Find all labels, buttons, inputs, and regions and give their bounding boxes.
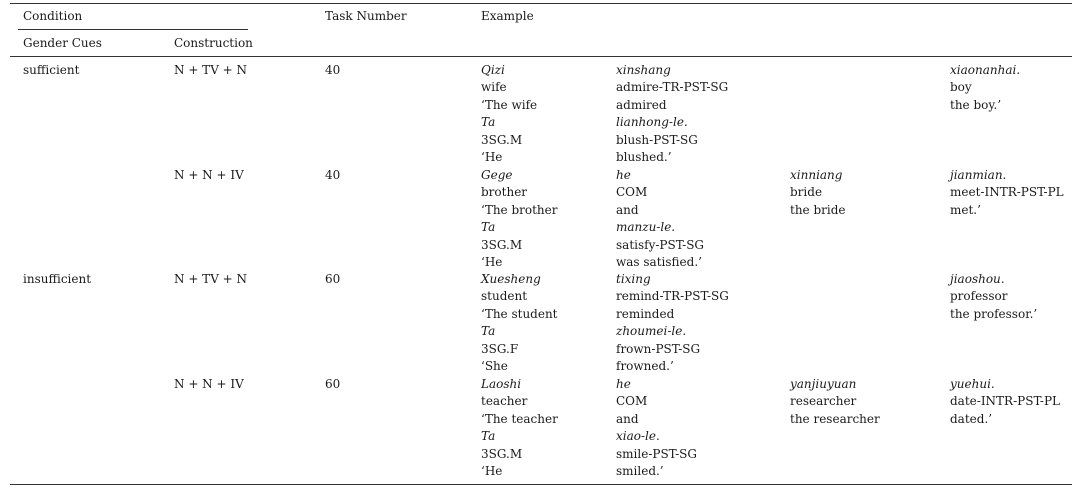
example-gloss-line: smile-PST-SG: [616, 446, 697, 461]
header-gender-cues: Gender Cues: [23, 36, 102, 50]
example-gloss-line: xinniang: [790, 168, 843, 182]
example-gloss-line: the boy.’: [950, 97, 1002, 112]
example-gloss-line: Laoshi: [481, 377, 522, 391]
example-gloss-line: researcher: [790, 394, 857, 409]
cell-task-number: 40: [325, 168, 341, 182]
bottom-rule: [10, 484, 1072, 485]
example-gloss-line: and: [616, 411, 639, 426]
example-gloss-line: boy: [950, 80, 972, 95]
example-gloss-line: was satisfied.’: [616, 255, 702, 269]
example-gloss-line: manzu-le.: [616, 220, 676, 235]
header-construction: Construction: [174, 36, 253, 50]
example-gloss-line: 3SG.F: [481, 341, 519, 356]
example-gloss-line: remind-TR-PST-SG: [616, 289, 729, 304]
example-gloss-line: Gege: [481, 168, 513, 182]
example-gloss-line: dated.’: [950, 411, 993, 426]
cell-construction: N + TV + N: [174, 63, 248, 77]
example-gloss-line: Ta: [481, 429, 496, 444]
example-gloss-line: meet-INTR-PST-PL: [950, 185, 1064, 200]
example-gloss-line: teacher: [481, 394, 528, 409]
example-gloss-line: 3SG.M: [481, 446, 523, 461]
cell-gender-cues: sufficient: [23, 63, 80, 77]
example-gloss-line: satisfy-PST-SG: [616, 237, 705, 252]
example-gloss-line: xinshang: [616, 63, 671, 77]
example-gloss-line: Xuesheng: [481, 272, 541, 286]
example-gloss-line: blush-PST-SG: [616, 132, 698, 147]
example-gloss-line: ‘He: [481, 255, 503, 269]
example-gloss-line: Ta: [481, 220, 496, 235]
header-example: Example: [481, 9, 534, 23]
header-condition: Condition: [23, 9, 83, 23]
example-gloss-line: tixing: [616, 272, 651, 286]
example-gloss-line: 3SG.M: [481, 132, 523, 147]
cell-task-number: 60: [325, 272, 341, 286]
example-gloss-line: ‘The wife: [481, 97, 538, 112]
example-gloss-line: admired: [616, 97, 667, 112]
example-gloss-line: date-INTR-PST-PL: [950, 394, 1060, 409]
example-gloss-line: ‘She: [481, 359, 508, 373]
example-gloss-line: ‘The brother: [481, 202, 558, 217]
example-gloss-line: ‘The teacher: [481, 411, 558, 426]
example-gloss-line: lianhong-le.: [616, 115, 688, 130]
top-rule: [10, 3, 1072, 4]
example-gloss-line: he: [616, 168, 631, 182]
example-gloss-line: jiaoshou.: [950, 272, 1005, 286]
condition-underline: [18, 29, 248, 30]
example-gloss-line: admire-TR-PST-SG: [616, 80, 729, 95]
cell-gender-cues: insufficient: [23, 272, 92, 286]
example-gloss-line: met.’: [950, 202, 981, 217]
example-gloss-line: and: [616, 202, 639, 217]
example-gloss-line: reminded: [616, 306, 675, 321]
example-gloss-line: xiao-le.: [616, 429, 660, 444]
cell-task-number: 60: [325, 377, 341, 391]
example-gloss-line: ‘He: [481, 464, 503, 478]
example-gloss-line: 3SG.M: [481, 237, 523, 252]
example-gloss-line: Ta: [481, 115, 496, 130]
example-gloss-line: xiaonanhai.: [950, 63, 1021, 77]
cell-construction: N + N + IV: [174, 377, 244, 391]
header-task-number: Task Number: [325, 9, 407, 23]
example-gloss-line: COM: [616, 185, 648, 200]
example-gloss-line: wife: [481, 80, 507, 95]
example-gloss-line: blushed.’: [616, 150, 672, 164]
example-gloss-line: the professor.’: [950, 306, 1038, 321]
example-gloss-line: frowned.’: [616, 359, 674, 373]
example-gloss-line: the bride: [790, 202, 846, 217]
example-gloss-line: bride: [790, 185, 823, 200]
example-gloss-line: smiled.’: [616, 464, 664, 478]
cell-construction: N + TV + N: [174, 272, 248, 286]
example-gloss-line: professor: [950, 289, 1008, 304]
example-gloss-line: Ta: [481, 324, 496, 339]
example-gloss-line: zhoumei-le.: [616, 324, 687, 339]
example-gloss-line: ‘He: [481, 150, 503, 164]
example-gloss-line: yanjiuyuan: [790, 377, 857, 391]
example-gloss-line: yuehui.: [950, 377, 995, 391]
cell-construction: N + N + IV: [174, 168, 244, 182]
example-gloss-line: brother: [481, 185, 528, 200]
example-gloss-line: student: [481, 289, 528, 304]
example-gloss-line: frown-PST-SG: [616, 341, 701, 356]
example-gloss-line: ‘The student: [481, 306, 558, 321]
header-bottom-rule: [10, 56, 1072, 57]
example-gloss-line: Qizi: [481, 63, 505, 77]
example-gloss-line: jianmian.: [950, 168, 1007, 182]
example-gloss-line: he: [616, 377, 631, 391]
example-gloss-line: COM: [616, 394, 648, 409]
cell-task-number: 40: [325, 63, 341, 77]
example-gloss-line: the researcher: [790, 411, 880, 426]
